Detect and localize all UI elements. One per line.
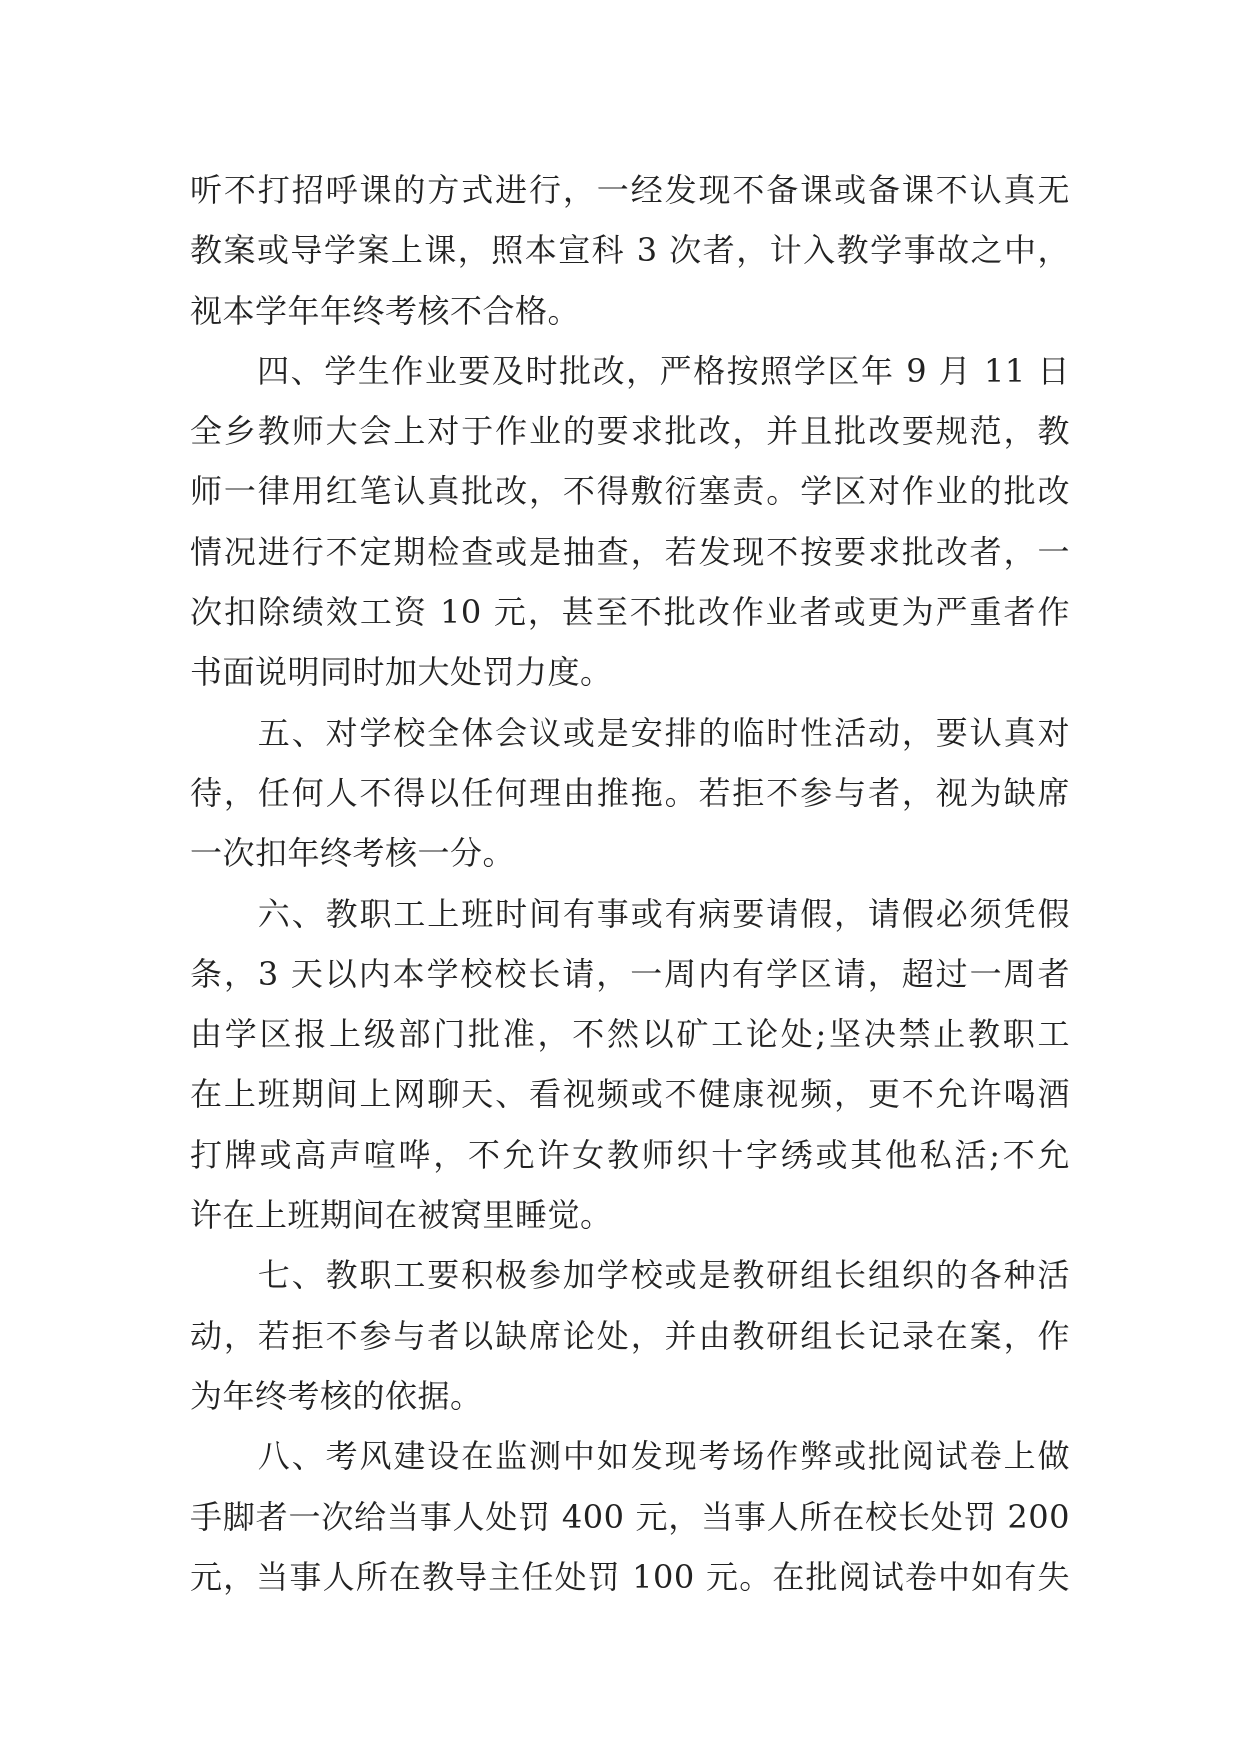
text-line: 情况进行不定期检查或是抽查，若发现不按要求批改者，一 bbox=[190, 532, 1070, 571]
text-line: 元，当事人所在教导主任处罚 100 元。在批阅试卷中如有失 bbox=[190, 1557, 1070, 1596]
text-line: 在上班期间上网聊天、看视频或不健康视频，更不允许喝酒 bbox=[190, 1075, 1070, 1114]
text-line: 次扣除绩效工资 10 元，甚至不批改作业者或更为严重者作 bbox=[190, 593, 1070, 632]
text-line: 全乡教师大会上对于作业的要求批改，并且批改要规范，教 bbox=[190, 412, 1070, 451]
text-line: 四、学生作业要及时批改，严格按照学区年 9 月 11 日 bbox=[190, 351, 1070, 390]
text-line: 八、考风建设在监测中如发现考场作弊或批阅试卷上做 bbox=[190, 1437, 1070, 1476]
text-line: 为年终考核的依据。 bbox=[190, 1376, 483, 1415]
text-line: 许在上班期间在被窝里睡觉。 bbox=[190, 1196, 613, 1235]
body-text bbox=[190, 160, 1070, 1607]
text-line: 一次扣年终考核一分。 bbox=[190, 834, 516, 873]
text-line: 待，任何人不得以任何理由推拖。若拒不参与者，视为缺席 bbox=[190, 773, 1070, 812]
text-line: 五、对学校全体会议或是安排的临时性活动，要认真对 bbox=[190, 713, 1070, 752]
text-line: 条，3 天以内本学校校长请，一周内有学区请，超过一周者 bbox=[190, 954, 1070, 993]
text-line: 七、教职工要积极参加学校或是教研组长组织的各种活 bbox=[190, 1256, 1070, 1295]
text-line: 动，若拒不参与者以缺席论处，并由教研组长记录在案，作 bbox=[190, 1316, 1070, 1355]
text-line: 手脚者一次给当事人处罚 400 元，当事人所在校长处罚 200 bbox=[190, 1497, 1070, 1536]
text-line: 由学区报上级部门批准，不然以矿工论处;坚决禁止教职工 bbox=[190, 1015, 1070, 1054]
text-line: 视本学年年终考核不合格。 bbox=[190, 291, 581, 330]
text-line: 听不打招呼课的方式进行，一经发现不备课或备课不认真无 bbox=[190, 171, 1070, 209]
text-line: 教案或导学案上课，照本宣科 3 次者，计入教学事故之中， bbox=[190, 231, 1070, 270]
text-line: 书面说明同时加大处罚力度。 bbox=[190, 653, 613, 692]
text-line: 师一律用红笔认真批改，不得敷衍塞责。学区对作业的批改 bbox=[190, 472, 1070, 511]
text-line: 六、教职工上班时间有事或有病要请假，请假必须凭假 bbox=[190, 894, 1070, 933]
text-line: 打牌或高声喧哗，不允许女教师织十字绣或其他私活;不允 bbox=[190, 1135, 1070, 1174]
